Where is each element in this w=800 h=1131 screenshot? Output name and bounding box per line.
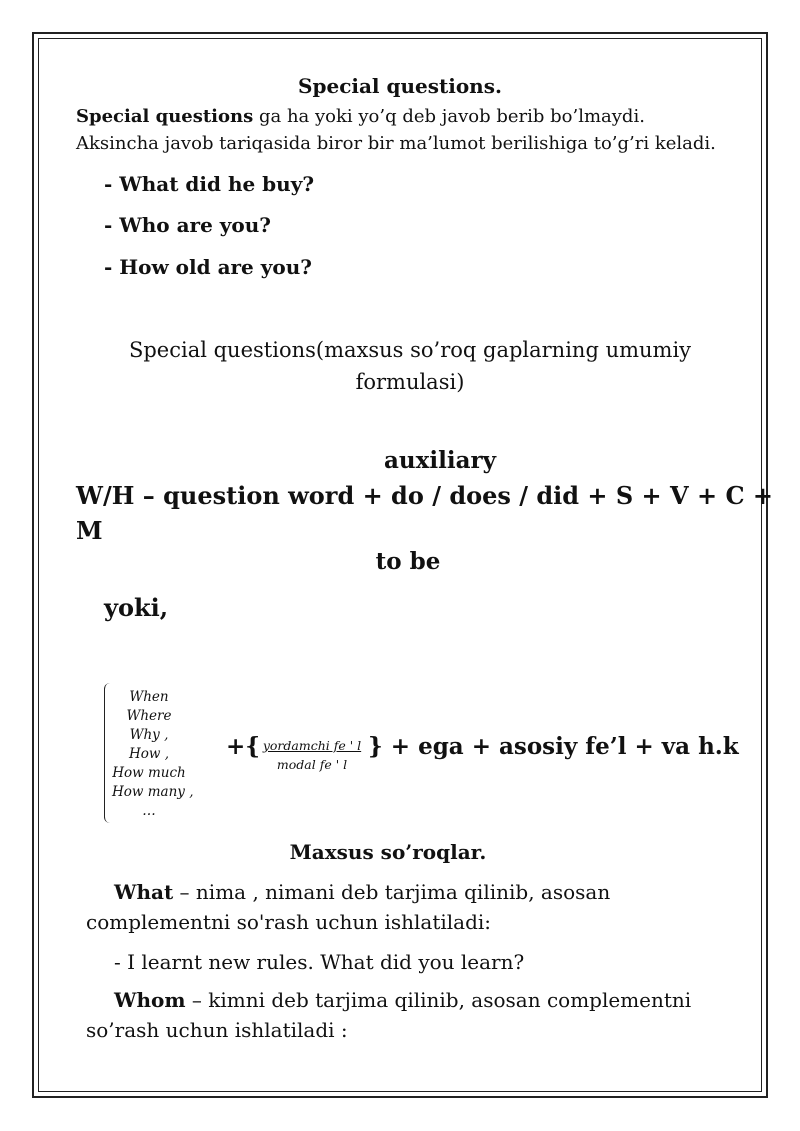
fraction-numerator: yordamchi fe ' l bbox=[262, 738, 362, 753]
formula-line: W/H – question word + do / does / did + S + V + C + bbox=[76, 481, 774, 510]
what-example: - I learnt new rules. What did you learn? bbox=[114, 950, 525, 974]
formula2-rest: } + ega + asosiy fe’l + va h.k bbox=[368, 733, 739, 760]
question-word-why: Why , bbox=[129, 727, 169, 743]
whom-line-1-text: – kimni deb tarjima qilinib, asosan complementni bbox=[185, 988, 692, 1012]
what-term: What bbox=[114, 880, 174, 904]
intro-bold-term: Special questions bbox=[76, 106, 254, 127]
what-line-1 bbox=[114, 880, 610, 904]
whom-term: Whom bbox=[114, 988, 186, 1012]
example-2: - Who are you? bbox=[104, 213, 271, 237]
formula-to-be-label: to be bbox=[375, 548, 441, 575]
formula2-open: +{ bbox=[226, 733, 261, 760]
fraction-denominator: modal fe ' l bbox=[276, 757, 348, 772]
question-word-ellipsis: … bbox=[142, 803, 156, 819]
formula-line-cont: M bbox=[76, 516, 103, 545]
whom-line-1 bbox=[114, 988, 691, 1012]
yoki-label: yoki, bbox=[104, 593, 169, 622]
example-1: - What did he buy? bbox=[104, 172, 315, 196]
whom-line-2: so’rash uchun ishlatiladi : bbox=[86, 1018, 348, 1042]
what-line-1-text: – nima , nimani deb tarjima qilinib, asosan bbox=[173, 880, 611, 904]
formula-auxiliary-label: auxiliary bbox=[384, 447, 496, 474]
example-3: - How old are you? bbox=[104, 255, 312, 279]
section-title: Maxsus so’roqlar. bbox=[289, 840, 487, 864]
intro-line-1-text: ga ha yoki yo’q deb javob berib bo’lmaydi. bbox=[253, 106, 645, 127]
question-word-how: How , bbox=[128, 746, 170, 762]
intro-line-1 bbox=[76, 106, 645, 127]
formula-title: Special questions(maxsus so’roq gaplarning umumiy formulasi) bbox=[128, 338, 692, 394]
question-word-how-much: How much bbox=[112, 765, 186, 781]
page-title: Special questions. bbox=[298, 74, 502, 98]
question-word-when: When bbox=[129, 689, 169, 705]
question-word-how-many: How many , bbox=[112, 784, 194, 800]
intro-line-2: Aksincha javob tariqasida biror bir ma’lumot berilishiga to’g’ri keladi. bbox=[76, 133, 716, 154]
formula2-fraction bbox=[260, 738, 364, 772]
what-line-2: complementni so'rash uchun ishlatiladi: bbox=[86, 910, 492, 934]
question-word-where: Where bbox=[126, 708, 172, 724]
